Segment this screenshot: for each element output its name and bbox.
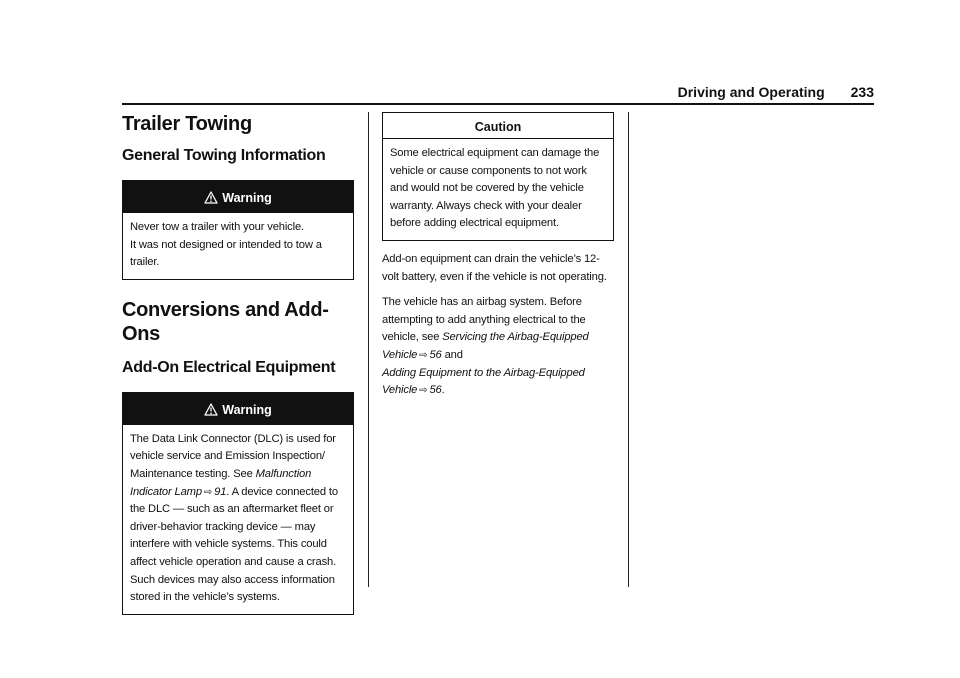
page-header — [678, 84, 874, 100]
page-reference-arrow-icon: ⇨ — [419, 385, 428, 397]
warning-line: It was not designed or intended to tow a trailer. — [130, 238, 322, 269]
heading-conversions: Conversions and Add-Ons — [122, 298, 329, 345]
page-number: 233 — [850, 84, 874, 100]
heading-trailer-towing: Trailer Towing — [122, 113, 252, 135]
warning-triangle-icon — [204, 191, 218, 204]
heading-general-towing: General Towing Information — [122, 147, 326, 164]
caution-header: Caution — [383, 113, 613, 139]
header-rule — [122, 103, 874, 105]
section-title: Driving and Operating — [677, 84, 825, 100]
reference-title: Adding Equipment to the Airbag-Equipped Vehicle — [382, 366, 585, 397]
warning-text: . A device connected to the DLC — such as an aftermarket fleet or driver-behavior tracking device — may interfere with vehicle systems. This could affect vehicle operation and cause a crash. Such devices may also access information stored in the vehicle’s systems. — [130, 485, 338, 604]
column-left — [122, 112, 354, 615]
column-divider — [368, 112, 369, 587]
warning-line: Never tow a trailer with your vehicle. — [130, 221, 304, 233]
reference-page: 56 — [429, 384, 442, 397]
reference-page: 91 — [214, 485, 227, 498]
warning-header — [123, 181, 353, 213]
reference-page: 56 — [429, 348, 442, 361]
column-divider — [628, 112, 629, 587]
reference-title: Malfunction Indicator Lamp — [130, 467, 312, 498]
warning-box-dlc — [122, 392, 354, 615]
paragraph-airbag — [382, 294, 614, 400]
page-reference-arrow-icon: ⇨ — [419, 349, 428, 361]
warning-label: Warning — [222, 191, 272, 205]
paragraph-text: and — [441, 348, 463, 361]
paragraph-text: . — [441, 384, 445, 397]
warning-box-towing — [122, 180, 354, 280]
page-reference-arrow-icon: ⇨ — [203, 486, 213, 498]
warning-body — [123, 425, 353, 614]
warning-body — [123, 213, 353, 279]
warning-label: Warning — [222, 402, 272, 417]
column-middle — [382, 112, 614, 400]
heading-addon-electrical: Add-On Electrical Equipment — [122, 358, 336, 376]
reference-title: Servicing the Airbag-Equipped Vehicle — [382, 331, 589, 361]
paragraph-text: The vehicle has an airbag system. Before attempting to add anything electrical to the vehicle, see — [382, 296, 586, 344]
caution-box — [382, 112, 614, 241]
warning-text: The Data Link Connector (DLC) is used for vehicle service and Emission Inspection/ Maintenance testing. See — [130, 432, 336, 480]
paragraph-battery: Add-on equipment can drain the vehicle’s 12-volt battery, even if the vehicle is not operating. — [382, 252, 607, 283]
warning-triangle-icon — [204, 403, 218, 416]
reference-link[interactable] — [382, 367, 585, 397]
caution-body: Some electrical equipment can damage the vehicle or cause components to not work and would not be covered by the vehicle warranty. Always check with your dealer before adding electrical equipment. — [390, 147, 600, 230]
warning-header — [123, 393, 353, 425]
